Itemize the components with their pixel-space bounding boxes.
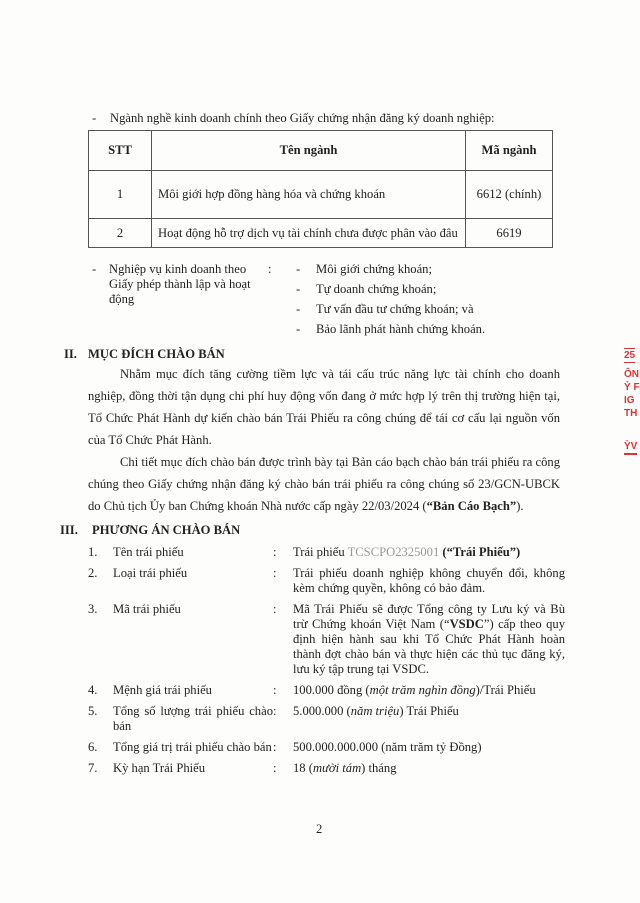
stamp-fragment: IG bbox=[624, 395, 635, 406]
business-lines-intro-line bbox=[92, 110, 640, 127]
page-number: 2 bbox=[316, 822, 323, 836]
offering-item: 3. Mã trái phiếu : Mã Trái Phiếu sẽ được Tổng công ty Lưu ký và Bù trừ Chứng khoán Việt Nam (“VSDC”) cấp theo quy định hiện hành sau khi Tổ Chức Phát Hành hoàn thành đợt chào bán và thực hiện các thủ tục đăng ký, lưu ký tập trung tại VSDC. bbox=[88, 602, 565, 676]
list-item: - Bảo lãnh phát hành chứng khoán. bbox=[296, 322, 486, 336]
section-3-title: PHƯƠNG ÁN CHÀO BÁN bbox=[92, 523, 241, 537]
section-2-paragraph-2: Chi tiết mục đích chào bán được trình bày tại Bản cáo bạch chào bán trái phiếu ra công chúng theo Giấy chứng nhận đăng ký chào bán trái phiếu ra công chúng số 23/GCN-UBCK do Chủ tịch Ủy ban Chứng khoán Nhà nước cấp ngày 22/03/2024 (“Bản Cáo Bạch”). bbox=[88, 455, 560, 513]
operations-label: Nghiệp vụ kinh doanh theo Giấy phép thành lập và hoạt động bbox=[109, 262, 251, 306]
list-item: - Tự doanh chứng khoán; bbox=[296, 282, 437, 296]
section-2-paragraph-1: Nhằm mục đích tăng cường tiềm lực và tái cấu trúc năng lực tài chính cho doanh nghiệp, đồng thời tận dụng chi phí huy động vốn đang ở mức hợp lý trên thị trường hiện tại, Tổ Chức Phát Hành dự kiến chào bán Trái Phiếu ra công chúng để tái cơ cấu lại nguồn vốn của Tổ Chức Phát Hành. bbox=[88, 367, 560, 447]
stamp-fragment: TH bbox=[624, 408, 638, 419]
offering-item: 6. Tổng giá trị trái phiếu chào bán : 500.000.000.000 (năm trăm tỷ Đồng) bbox=[88, 740, 482, 754]
dash: - bbox=[92, 262, 97, 276]
section-2-number: II. bbox=[64, 347, 77, 361]
operations-list bbox=[296, 259, 485, 339]
offering-item: 2. Loại trái phiếu : Trái phiếu doanh nghiệp không chuyển đổi, không kèm chứng quyền, không có bảo đảm. bbox=[88, 566, 565, 595]
offering-item: 7. Kỳ hạn Trái Phiếu : 18 (mười tám) tháng bbox=[88, 761, 397, 775]
business-lines-intro: Ngành nghề kinh doanh chính theo Giấy chứng nhận đăng ký doanh nghiệp: bbox=[110, 111, 495, 125]
colon: : bbox=[268, 262, 272, 276]
section-3-heading bbox=[0, 521, 640, 539]
cell-stt: 1 bbox=[89, 171, 152, 219]
stamp-fragment: Ỷ F bbox=[624, 382, 640, 393]
dash: - bbox=[92, 111, 97, 125]
cell-name: Môi giới hợp đồng hàng hóa và chứng khoán bbox=[152, 171, 466, 219]
list-item: - Tư vấn đầu tư chứng khoán; và bbox=[296, 302, 474, 316]
cell-name: Hoạt động hỗ trợ dịch vụ tài chính chưa được phân vào đâu bbox=[152, 219, 466, 248]
stamp-fragment: ÔN bbox=[624, 369, 639, 380]
list-item: - Môi giới chứng khoán; bbox=[296, 262, 432, 276]
header-code: Mã ngành bbox=[466, 131, 553, 171]
cell-code: 6612 (chính) bbox=[466, 171, 553, 219]
table-row bbox=[89, 219, 553, 248]
section-2-heading bbox=[0, 345, 640, 363]
table-row bbox=[89, 171, 553, 219]
operations-block bbox=[92, 262, 640, 339]
offering-item: 1. Tên trái phiếu : Trái phiếu TCSCPO2325001 (“Trái Phiếu”) bbox=[88, 545, 521, 559]
offering-item: 4. Mệnh giá trái phiếu : 100.000 đồng (một trăm nghìn đồng)/Trái Phiếu bbox=[88, 683, 536, 697]
bond-code: TCSCPO2325001 bbox=[347, 545, 440, 559]
offering-item: 5. Tổng số lượng trái phiếu chào bán : 5.000.000 (năm triệu) Trái Phiếu bbox=[88, 704, 459, 733]
cell-code: 6619 bbox=[466, 219, 553, 248]
business-lines-table bbox=[88, 130, 553, 248]
section-3-number: III. bbox=[60, 523, 78, 537]
table-header-row bbox=[89, 131, 553, 171]
cell-stt: 2 bbox=[89, 219, 152, 248]
stamp-fragment: ỲV bbox=[624, 440, 637, 455]
stamp-fragment: 25 bbox=[624, 350, 636, 361]
header-stt: STT bbox=[89, 131, 152, 171]
section-2-title: MỤC ĐÍCH CHÀO BÁN bbox=[88, 347, 225, 361]
header-name: Tên ngành bbox=[152, 131, 466, 171]
